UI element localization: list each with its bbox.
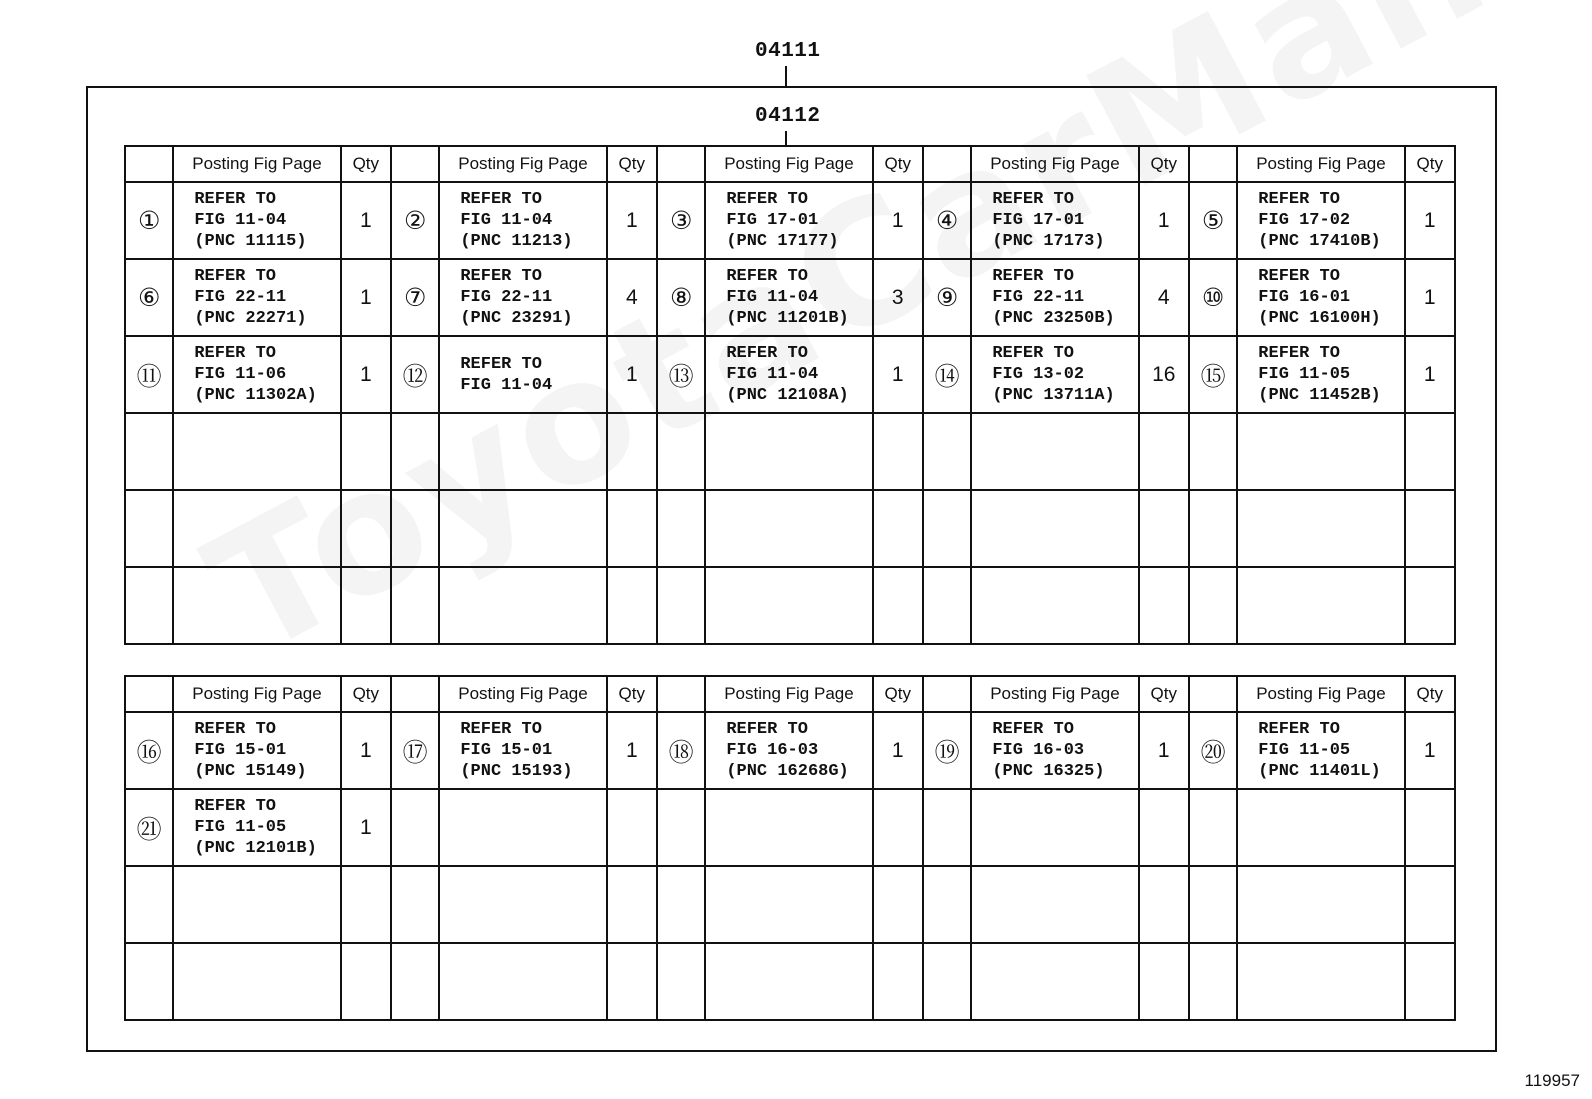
item-number — [1189, 490, 1237, 567]
item-number — [923, 789, 971, 866]
item-number — [657, 943, 705, 1020]
item-number: ⑱ — [657, 712, 705, 789]
item-number — [657, 567, 705, 644]
item-number — [391, 413, 439, 490]
fig-line: FIG 16-01 — [1258, 288, 1351, 307]
header-qty: Qty — [341, 676, 391, 712]
quantity — [1405, 413, 1455, 490]
header-blank-cell — [1189, 676, 1237, 712]
quantity — [1405, 490, 1455, 567]
fig-line: FIG 11-05 — [194, 818, 287, 837]
quantity — [873, 943, 923, 1020]
table-row — [125, 182, 1455, 259]
pnc-line: (PNC 17177) — [726, 232, 839, 251]
pnc-line: (PNC 22271) — [194, 309, 307, 328]
posting-reference — [173, 866, 340, 943]
item-number: ⑤ — [1189, 182, 1237, 259]
item-number — [391, 567, 439, 644]
quantity — [1405, 866, 1455, 943]
quantity: 1 — [1139, 182, 1189, 259]
inner-part-number: 04112 — [755, 105, 821, 128]
top-part-number: 04111 — [755, 40, 821, 63]
header-blank-cell — [125, 676, 173, 712]
posting-reference — [705, 789, 872, 866]
item-number — [657, 413, 705, 490]
table-row — [125, 336, 1455, 413]
quantity — [1139, 943, 1189, 1020]
fig-line: FIG 15-01 — [194, 741, 287, 760]
posting-reference — [971, 789, 1138, 866]
header-blank-cell — [923, 146, 971, 182]
posting-reference — [705, 866, 872, 943]
posting-reference — [705, 567, 872, 644]
posting-reference — [439, 712, 606, 789]
posting-reference — [971, 259, 1138, 336]
item-number: ⑦ — [391, 259, 439, 336]
header-blank-cell — [125, 146, 173, 182]
fig-line: FIG 11-04 — [460, 375, 553, 395]
fig-line: FIG 16-03 — [992, 741, 1085, 760]
fig-line: FIG 17-01 — [992, 211, 1085, 230]
quantity — [1405, 789, 1455, 866]
fig-line: FIG 11-05 — [1258, 365, 1351, 384]
fig-line: FIG 11-04 — [726, 365, 819, 384]
refer-to-line: REFER TO — [992, 267, 1074, 286]
posting-reference — [173, 712, 340, 789]
table-row — [125, 943, 1455, 1020]
fig-line: FIG 11-04 — [460, 211, 553, 230]
quantity: 16 — [1139, 336, 1189, 413]
item-number: ⑲ — [923, 712, 971, 789]
refer-to-line: REFER TO — [460, 354, 542, 374]
quantity: 1 — [1405, 259, 1455, 336]
posting-reference — [1237, 567, 1404, 644]
refer-to-line: REFER TO — [194, 720, 276, 739]
quantity — [1139, 866, 1189, 943]
pnc-line: (PNC 11452B) — [1258, 386, 1381, 405]
header-blank-cell — [657, 146, 705, 182]
fig-line: FIG 11-05 — [1258, 741, 1351, 760]
header-posting-fig-page: Posting Fig Page — [971, 146, 1138, 182]
reference-table-upper — [124, 145, 1456, 645]
posting-reference — [971, 866, 1138, 943]
refer-to-line: REFER TO — [194, 267, 276, 286]
posting-reference — [439, 866, 606, 943]
fig-line: FIG 11-04 — [194, 211, 287, 230]
item-number — [1189, 789, 1237, 866]
quantity — [1139, 567, 1189, 644]
item-number — [391, 866, 439, 943]
posting-reference — [705, 259, 872, 336]
item-number — [923, 567, 971, 644]
refer-to-line: REFER TO — [992, 344, 1074, 363]
refer-to-line: REFER TO — [1258, 344, 1340, 363]
item-number — [1189, 567, 1237, 644]
pnc-line: (PNC 11213) — [460, 232, 573, 251]
header-qty: Qty — [341, 146, 391, 182]
quantity: 1 — [341, 712, 391, 789]
fig-line: FIG 11-04 — [726, 288, 819, 307]
quantity: 4 — [1139, 259, 1189, 336]
refer-to-line: REFER TO — [1258, 190, 1340, 209]
fig-line: FIG 17-01 — [726, 211, 819, 230]
posting-reference — [705, 490, 872, 567]
pnc-line: (PNC 23291) — [460, 309, 573, 328]
item-number — [391, 943, 439, 1020]
table-row — [125, 413, 1455, 490]
header-posting-fig-page: Posting Fig Page — [705, 146, 872, 182]
header-posting-fig-page: Posting Fig Page — [173, 146, 340, 182]
pnc-line: (PNC 16268G) — [726, 762, 849, 781]
item-number: ⑩ — [1189, 259, 1237, 336]
refer-to-line: REFER TO — [194, 344, 276, 363]
posting-reference — [705, 712, 872, 789]
posting-reference — [173, 943, 340, 1020]
refer-to-line: REFER TO — [194, 190, 276, 209]
posting-reference — [439, 259, 606, 336]
fig-line: FIG 13-02 — [992, 365, 1085, 384]
header-row — [125, 146, 1455, 182]
quantity — [1139, 490, 1189, 567]
quantity — [607, 413, 657, 490]
refer-to-line: REFER TO — [194, 797, 276, 816]
item-number — [1189, 866, 1237, 943]
quantity — [607, 943, 657, 1020]
item-number: ④ — [923, 182, 971, 259]
refer-to-line: REFER TO — [726, 190, 808, 209]
posting-reference — [705, 336, 872, 413]
item-number — [1189, 413, 1237, 490]
quantity — [1139, 789, 1189, 866]
reference-table-lower — [124, 675, 1456, 1021]
header-posting-fig-page: Posting Fig Page — [705, 676, 872, 712]
quantity — [873, 789, 923, 866]
posting-reference — [439, 413, 606, 490]
refer-to-line: REFER TO — [460, 720, 542, 739]
posting-reference — [971, 567, 1138, 644]
posting-reference — [1237, 490, 1404, 567]
pnc-line: (PNC 12108A) — [726, 386, 849, 405]
pnc-line: (PNC 15193) — [460, 762, 573, 781]
posting-reference — [1237, 712, 1404, 789]
quantity: 1 — [607, 712, 657, 789]
refer-to-line: REFER TO — [726, 720, 808, 739]
quantity: 3 — [873, 259, 923, 336]
fig-line: FIG 22-11 — [992, 288, 1085, 307]
posting-reference — [439, 336, 606, 413]
refer-to-line: REFER TO — [992, 190, 1074, 209]
item-number: ⑭ — [923, 336, 971, 413]
pnc-line: (PNC 15149) — [194, 762, 307, 781]
header-qty: Qty — [1405, 676, 1455, 712]
quantity: 4 — [607, 259, 657, 336]
refer-to-line: REFER TO — [1258, 720, 1340, 739]
posting-reference — [971, 943, 1138, 1020]
posting-reference — [439, 490, 606, 567]
posting-reference — [1237, 943, 1404, 1020]
quantity: 1 — [607, 182, 657, 259]
quantity — [607, 567, 657, 644]
quantity — [341, 567, 391, 644]
item-number: ② — [391, 182, 439, 259]
posting-reference — [1237, 413, 1404, 490]
header-qty: Qty — [873, 676, 923, 712]
item-number — [391, 490, 439, 567]
item-number: ⑧ — [657, 259, 705, 336]
header-qty: Qty — [1139, 146, 1189, 182]
header-posting-fig-page: Posting Fig Page — [439, 676, 606, 712]
item-number — [391, 789, 439, 866]
posting-reference — [705, 943, 872, 1020]
quantity: 1 — [607, 336, 657, 413]
quantity — [341, 943, 391, 1020]
quantity — [873, 413, 923, 490]
header-posting-fig-page: Posting Fig Page — [173, 676, 340, 712]
item-number: ⑪ — [125, 336, 173, 413]
posting-reference — [439, 789, 606, 866]
fig-line: FIG 22-11 — [460, 288, 553, 307]
item-number — [657, 490, 705, 567]
posting-reference — [173, 789, 340, 866]
refer-to-line: REFER TO — [992, 720, 1074, 739]
item-number: ㉑ — [125, 789, 173, 866]
pnc-line: (PNC 11201B) — [726, 309, 849, 328]
quantity — [873, 490, 923, 567]
pnc-line: (PNC 16100H) — [1258, 309, 1381, 328]
header-posting-fig-page: Posting Fig Page — [971, 676, 1138, 712]
item-number: ⑯ — [125, 712, 173, 789]
fig-line: FIG 15-01 — [460, 741, 553, 760]
header-blank-cell — [391, 146, 439, 182]
top-leader-line — [785, 66, 787, 86]
item-number: ① — [125, 182, 173, 259]
header-posting-fig-page: Posting Fig Page — [439, 146, 606, 182]
header-posting-fig-page: Posting Fig Page — [1237, 146, 1404, 182]
header-qty: Qty — [1405, 146, 1455, 182]
pnc-line: (PNC 23250B) — [992, 309, 1115, 328]
item-number: ③ — [657, 182, 705, 259]
quantity: 1 — [1405, 712, 1455, 789]
refer-to-line: REFER TO — [460, 190, 542, 209]
header-blank-cell — [657, 676, 705, 712]
quantity — [873, 866, 923, 943]
quantity — [1405, 943, 1455, 1020]
item-number: ⑰ — [391, 712, 439, 789]
pnc-line: (PNC 11401L) — [1258, 762, 1381, 781]
item-number — [125, 866, 173, 943]
quantity — [1405, 567, 1455, 644]
posting-reference — [439, 182, 606, 259]
table-row — [125, 259, 1455, 336]
pnc-line: (PNC 16325) — [992, 762, 1105, 781]
item-number: ⑬ — [657, 336, 705, 413]
refer-to-line: REFER TO — [726, 267, 808, 286]
posting-reference — [971, 336, 1138, 413]
quantity — [341, 490, 391, 567]
posting-reference — [1237, 789, 1404, 866]
table-row — [125, 866, 1455, 943]
fig-line: FIG 11-06 — [194, 365, 287, 384]
figure-number: 119957 — [1524, 1071, 1580, 1090]
posting-reference — [439, 567, 606, 644]
posting-reference — [173, 259, 340, 336]
item-number: ⑨ — [923, 259, 971, 336]
refer-to-line: REFER TO — [1258, 267, 1340, 286]
fig-line: FIG 22-11 — [194, 288, 287, 307]
fig-line: FIG 16-03 — [726, 741, 819, 760]
header-qty: Qty — [1139, 676, 1189, 712]
posting-reference — [705, 182, 872, 259]
posting-reference — [173, 182, 340, 259]
header-posting-fig-page: Posting Fig Page — [1237, 676, 1404, 712]
header-qty: Qty — [607, 676, 657, 712]
posting-reference — [1237, 259, 1404, 336]
posting-reference — [705, 413, 872, 490]
pnc-line: (PNC 12101B) — [194, 839, 317, 858]
refer-to-line: REFER TO — [460, 267, 542, 286]
quantity — [341, 866, 391, 943]
header-blank-cell — [391, 676, 439, 712]
pnc-line: (PNC 11115) — [194, 232, 307, 251]
pnc-line: (PNC 11302A) — [194, 386, 317, 405]
posting-reference — [971, 182, 1138, 259]
item-number — [1189, 943, 1237, 1020]
table-row — [125, 490, 1455, 567]
item-number — [923, 943, 971, 1020]
posting-reference — [173, 413, 340, 490]
item-number — [657, 789, 705, 866]
quantity: 1 — [1139, 712, 1189, 789]
header-row — [125, 676, 1455, 712]
quantity: 1 — [873, 336, 923, 413]
header-blank-cell — [1189, 146, 1237, 182]
posting-reference — [1237, 182, 1404, 259]
table-row — [125, 567, 1455, 644]
item-number — [125, 413, 173, 490]
quantity — [1139, 413, 1189, 490]
posting-reference — [1237, 866, 1404, 943]
quantity: 1 — [341, 336, 391, 413]
item-number — [923, 413, 971, 490]
header-blank-cell — [923, 676, 971, 712]
pnc-line: (PNC 17173) — [992, 232, 1105, 251]
item-number: ⑥ — [125, 259, 173, 336]
quantity — [607, 789, 657, 866]
pnc-line: (PNC 13711A) — [992, 386, 1115, 405]
item-number — [657, 866, 705, 943]
pnc-line: (PNC 17410B) — [1258, 232, 1381, 251]
item-number: ⑳ — [1189, 712, 1237, 789]
header-qty: Qty — [873, 146, 923, 182]
posting-reference — [971, 490, 1138, 567]
quantity: 1 — [1405, 182, 1455, 259]
header-qty: Qty — [607, 146, 657, 182]
item-number — [125, 490, 173, 567]
quantity: 1 — [341, 259, 391, 336]
quantity — [607, 866, 657, 943]
item-number — [923, 490, 971, 567]
quantity: 1 — [341, 182, 391, 259]
quantity: 1 — [873, 182, 923, 259]
quantity: 1 — [341, 789, 391, 866]
fig-line: FIG 17-02 — [1258, 211, 1351, 230]
posting-reference — [173, 490, 340, 567]
item-number — [125, 567, 173, 644]
posting-reference — [971, 712, 1138, 789]
posting-reference — [1237, 336, 1404, 413]
posting-reference — [173, 336, 340, 413]
quantity: 1 — [1405, 336, 1455, 413]
table-row — [125, 712, 1455, 789]
item-number: ⑫ — [391, 336, 439, 413]
posting-reference — [971, 413, 1138, 490]
posting-reference — [173, 567, 340, 644]
refer-to-line: REFER TO — [726, 344, 808, 363]
quantity — [873, 567, 923, 644]
item-number — [125, 943, 173, 1020]
posting-reference — [439, 943, 606, 1020]
quantity — [341, 413, 391, 490]
quantity — [607, 490, 657, 567]
table-row — [125, 789, 1455, 866]
quantity: 1 — [873, 712, 923, 789]
item-number: ⑮ — [1189, 336, 1237, 413]
item-number — [923, 866, 971, 943]
